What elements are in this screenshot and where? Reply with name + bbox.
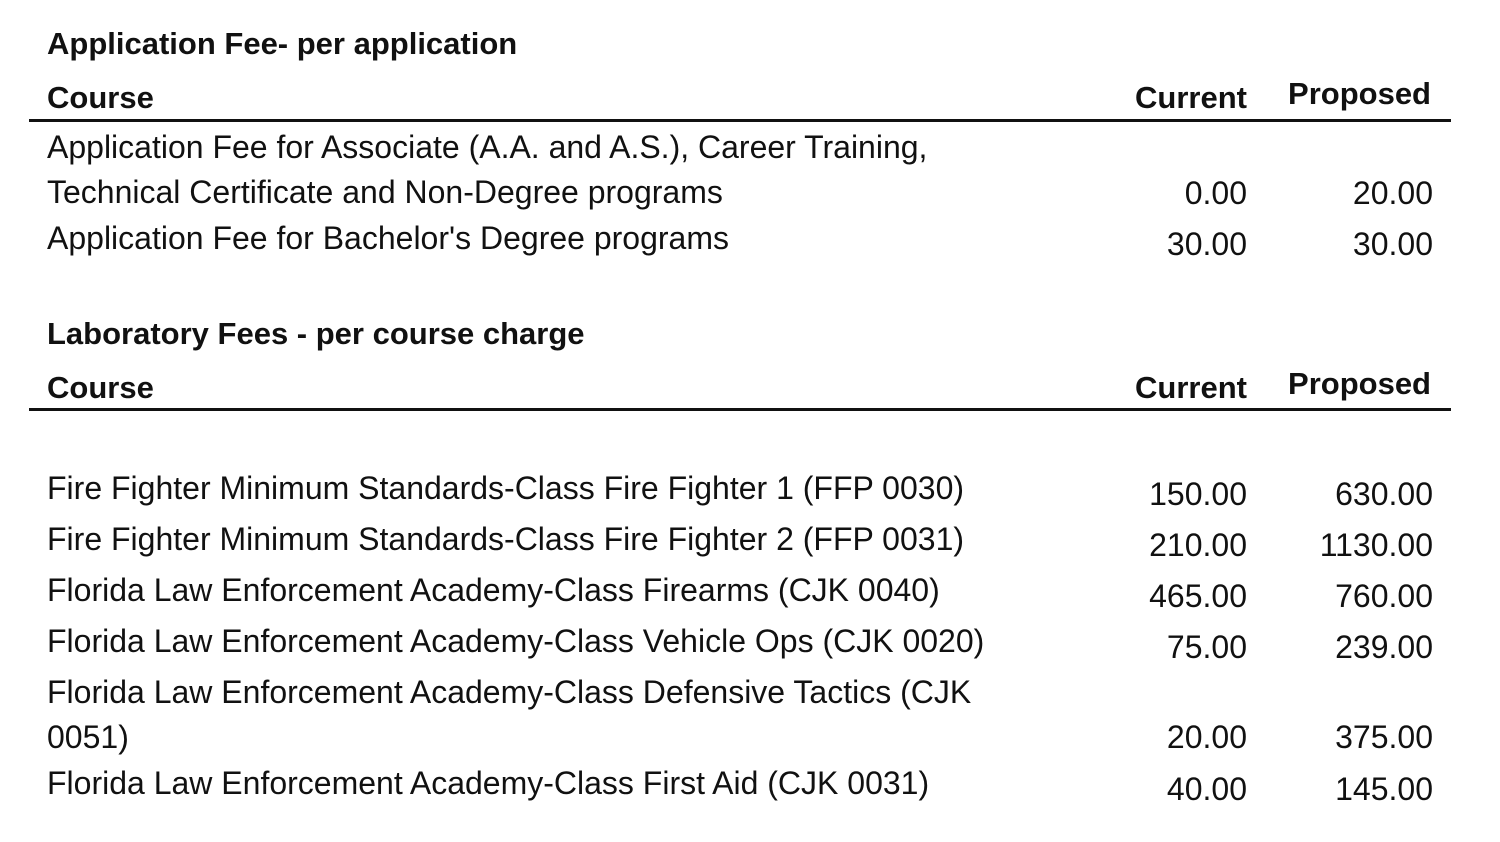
- row-course-line: Fire Fighter Minimum Standards-Class Fire Fighter 1 (FFP 0030): [47, 470, 965, 506]
- row-current-value: 210.00: [1149, 527, 1247, 563]
- row-course-line: Application Fee for Bachelor's Degree programs: [47, 220, 729, 256]
- row-proposed-value: 375.00: [1335, 719, 1433, 755]
- row-current-value: 150.00: [1149, 476, 1247, 512]
- row-course-line: Florida Law Enforcement Academy-Class First Aid (CJK 0031): [47, 765, 930, 801]
- row-current-value: 40.00: [1166, 771, 1247, 807]
- row-course-line: Application Fee for Associate (A.A. and A.S.), Career Training,: [47, 129, 928, 165]
- row-current-value: 75.00: [1166, 629, 1247, 665]
- column-header-proposed: Proposed: [1288, 366, 1431, 401]
- column-header-current: Current: [1135, 80, 1247, 115]
- row-current-value: 30.00: [1166, 226, 1247, 262]
- row-course-line: Florida Law Enforcement Academy-Class Firearms (CJK 0040): [47, 572, 940, 608]
- row-course-line: Technical Certificate and Non-Degree programs: [47, 174, 723, 210]
- row-course-line: Fire Fighter Minimum Standards-Class Fire Fighter 2 (FFP 0031): [47, 521, 965, 557]
- header-rule: [29, 119, 1451, 122]
- row-proposed-value: 30.00: [1352, 226, 1433, 262]
- row-proposed-value: 760.00: [1335, 578, 1433, 614]
- row-course-line: Florida Law Enforcement Academy-Class Vehicle Ops (CJK 0020): [47, 623, 985, 659]
- header-rule: [29, 408, 1451, 411]
- row-proposed-value: 20.00: [1352, 175, 1433, 211]
- row-proposed-value: 145.00: [1335, 771, 1433, 807]
- row-proposed-value: 239.00: [1335, 629, 1433, 665]
- column-header-proposed: Proposed: [1288, 76, 1431, 111]
- column-header-current: Current: [1135, 370, 1247, 405]
- row-current-value: 0.00: [1184, 175, 1247, 211]
- row-course-line: Florida Law Enforcement Academy-Class Defensive Tactics (CJK: [47, 674, 972, 710]
- row-current-value: 465.00: [1149, 578, 1247, 614]
- section-title-laboratory-fees: Laboratory Fees - per course charge: [47, 316, 585, 351]
- row-course-line: 0051): [47, 719, 129, 755]
- column-header-course: Course: [47, 80, 154, 115]
- column-header-course: Course: [47, 370, 154, 405]
- section-title-application-fee: Application Fee- per application: [47, 26, 518, 61]
- row-current-value: 20.00: [1166, 719, 1247, 755]
- row-proposed-value: 1130.00: [1319, 527, 1433, 563]
- row-proposed-value: 630.00: [1335, 476, 1433, 512]
